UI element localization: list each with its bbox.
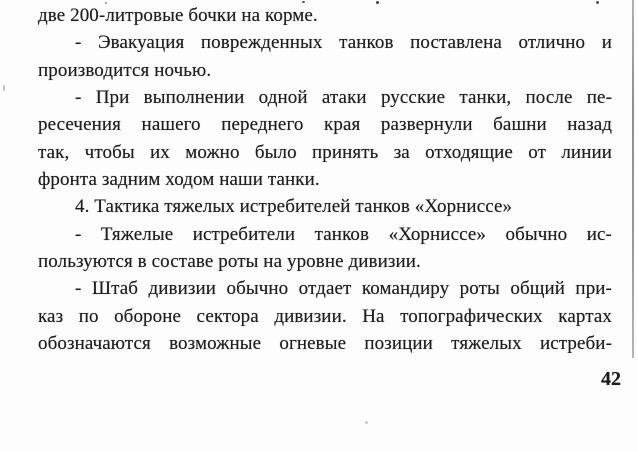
- scan-speck: [3, 85, 5, 91]
- text-line: две 200-литровые бочки на корме.: [38, 5, 318, 26]
- text-line: так, чтобы их можно было принять за отходящие от линии: [38, 141, 612, 163]
- text-line: - Штаб дивизии обычно отдает командиру роты общий при-: [75, 278, 612, 300]
- text-line: - При выполнении одной атаки русские танки, после пе-: [75, 87, 612, 109]
- scan-speck: [376, 1, 379, 4]
- text-line: обозначаются возможные огневые позиции тяжелых истреби-: [38, 333, 612, 355]
- text-line: ресечения нашего переднего края развернули башни назад: [38, 114, 612, 136]
- text-line: производится ночью.: [38, 59, 212, 81]
- text-line: - Эвакуация поврежденных танков поставлена отлично и: [75, 32, 612, 54]
- scan-speck: [365, 421, 368, 424]
- scan-edge-line: [632, 0, 634, 358]
- body-text-block: [38, 2, 612, 357]
- page-number: 42: [601, 368, 621, 390]
- text-line: 4. Тактика тяжелых истребителей танков «Хорниссе»: [75, 196, 513, 218]
- text-line: - Тяжелые истребители танков «Хорниссе» обычно ис-: [75, 223, 612, 245]
- text-line: пользуются в составе роты на уровне дивизии.: [38, 251, 421, 273]
- scan-speck: [596, 1, 599, 4]
- scan-speck: [302, 1, 305, 3]
- text-line: каз по обороне сектора дивизии. На топографических картах: [38, 305, 612, 327]
- scan-speck: [105, 2, 107, 4]
- text-line: фронта задним ходом наши танки.: [38, 169, 320, 191]
